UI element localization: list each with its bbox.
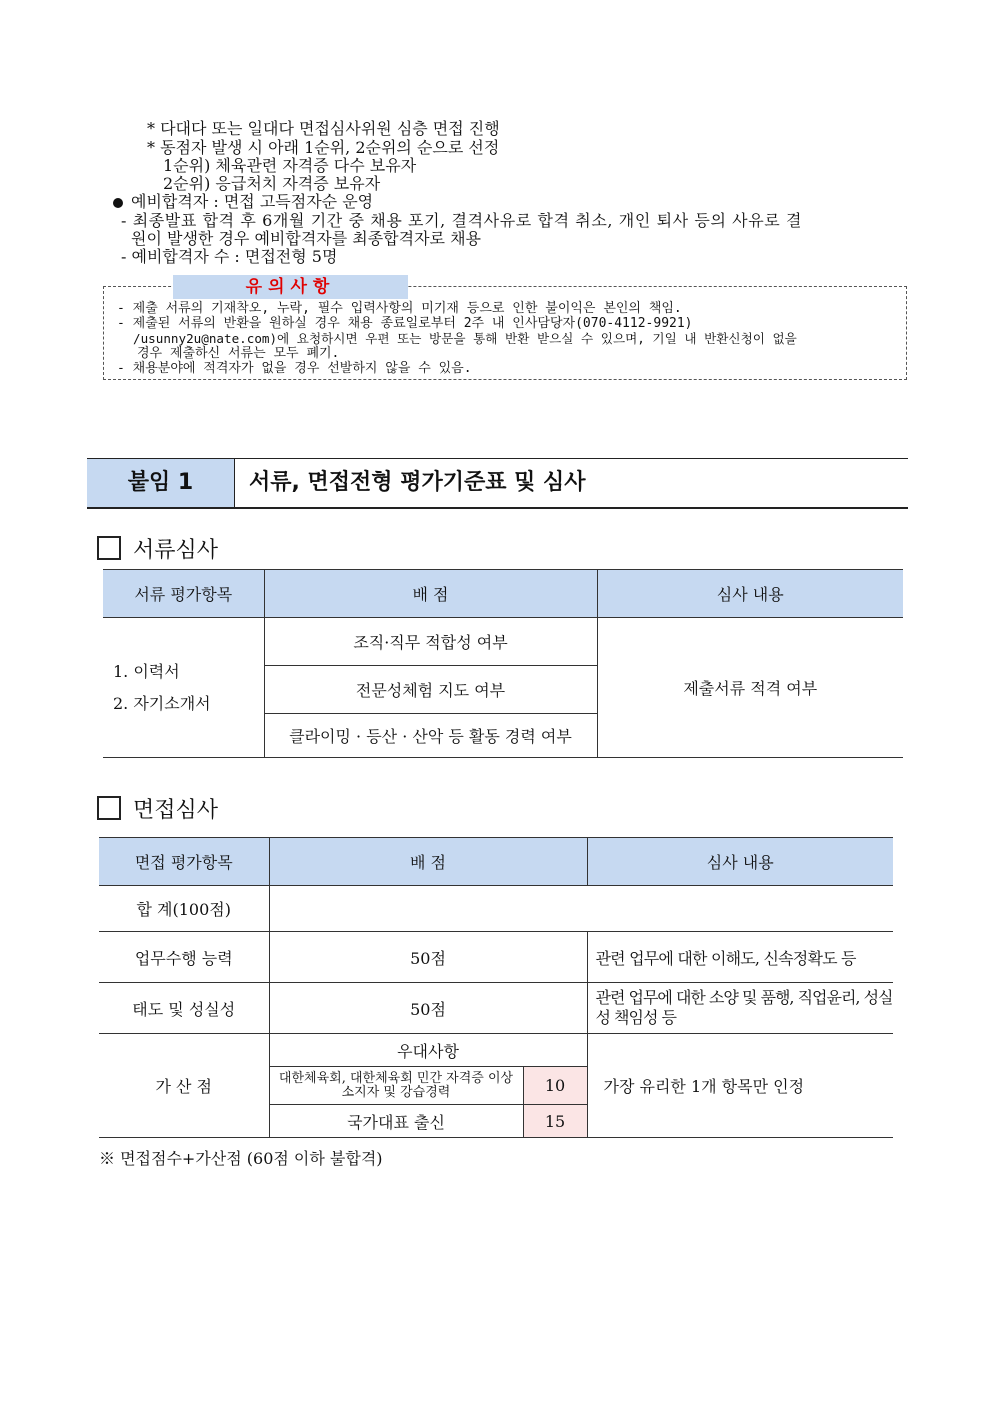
header-score: 배 점 <box>269 838 587 886</box>
header-content: 심사 내용 <box>587 838 893 886</box>
appendix-label: 붙임 1 <box>87 459 235 507</box>
notice-line-1: - 제출 서류의 기재착오, 누락, 필수 입력사항의 미기재 등으로 인한 불이익은 본인의 책임. <box>117 301 682 316</box>
bonus-entry-points: 10 <box>523 1067 587 1105</box>
header-score: 배 점 <box>264 570 597 618</box>
bullet-icon <box>113 198 123 208</box>
doc-content-cell: 제출서류 적격 여부 <box>597 618 903 758</box>
notice-line-4: 경우 제출하신 서류는 모두 폐기. <box>137 346 340 361</box>
note-line-1: * 다대다 또는 일대다 면접심사위원 심층 면접 진행 <box>147 119 500 138</box>
footnote: ※ 면접점수+가산점 (60점 이하 불합격) <box>99 1149 383 1168</box>
row-content: 관련 업무에 대한 이해도, 신속정확도 등 <box>587 932 893 983</box>
bonus-content: 가장 유리한 1개 항목만 인정 <box>587 1034 893 1138</box>
reserve-heading <box>113 193 373 211</box>
checkbox-icon <box>97 536 121 560</box>
reserve-line-2: 원이 발생한 경우 예비합격자를 최종합격자로 채용 <box>131 229 482 248</box>
doc-review-table <box>103 569 903 758</box>
doc-item-1: 1. 이력서 <box>113 661 180 681</box>
bonus-header: 우대사항 <box>269 1034 587 1067</box>
doc-items-cell <box>103 618 264 758</box>
interview-title <box>97 796 218 825</box>
reserve-line-1: - 최종발표 합격 후 6개월 기간 중 채용 포기, 결격사유로 합격 취소, 개인 퇴사 등의 사유로 결 <box>121 211 803 230</box>
priority-2-line: 2순위) 응급처치 자격증 보유자 <box>163 174 381 193</box>
notice-line-3: /usunny2u@nate.com)에 요청하시면 우편 또는 방문을 통해 반환 받으실 수 있으며, 기일 내 반환신청이 없을 <box>133 331 797 346</box>
criteria-3: 클라이밍 · 등산 · 산악 등 활동 경력 여부 <box>264 714 597 758</box>
bonus-entry-label: 국가대표 출신 <box>269 1105 523 1138</box>
row-score: 50점 <box>269 983 587 1034</box>
row-item: 업무수행 능력 <box>99 932 269 983</box>
bonus-item: 가 산 점 <box>99 1034 269 1138</box>
doc-review-title-text: 서류심사 <box>133 538 219 563</box>
priority-1-line: 1순위) 체육관련 자격증 다수 보유자 <box>163 156 417 175</box>
appendix-header <box>87 458 908 509</box>
appendix-title: 서류, 면접전형 평가기준표 및 심사 <box>249 470 586 495</box>
header-item: 면접 평가항목 <box>99 838 269 886</box>
bonus-entry-label: 대한체육회, 대한체육회 민간 자격증 이상 소지자 및 강습경력 <box>269 1067 523 1105</box>
note-line-2: * 동점자 발생 시 아래 1순위, 2순위의 순으로 선정 <box>147 138 500 157</box>
doc-item-2: 2. 자기소개서 <box>113 693 211 713</box>
row-score: 50점 <box>269 932 587 983</box>
header-item: 서류 평가항목 <box>103 570 264 618</box>
criteria-2: 전문성체험 지도 여부 <box>264 666 597 714</box>
row-content: 관련 업무에 대한 소양 및 품행, 직업윤리, 성실성 책임성 등 <box>587 983 893 1034</box>
header-content: 심사 내용 <box>597 570 903 618</box>
reserve-line-3: - 예비합격자 수 : 면접전형 5명 <box>121 247 338 266</box>
notice-line-2: - 제출된 서류의 반환을 원하실 경우 채용 종료일로부터 2주 내 인사담당자(070-4112-9921) <box>117 316 693 331</box>
criteria-1: 조직·직무 적합성 여부 <box>264 618 597 666</box>
notice-title: 유의사항 <box>173 275 408 299</box>
notice-line-5: - 채용분야에 적격자가 없을 경우 선발하지 않을 수 있음. <box>117 361 472 376</box>
checkbox-icon <box>97 796 121 820</box>
interview-table <box>99 837 893 1138</box>
total-label: 합 계(100점) <box>99 886 269 932</box>
doc-review-title <box>97 536 218 565</box>
reserve-heading-text: 예비합격자 : 면접 고득점자순 운영 <box>131 192 374 211</box>
row-item: 태도 및 성실성 <box>99 983 269 1034</box>
interview-title-text: 면접심사 <box>133 798 219 823</box>
total-empty <box>269 886 893 932</box>
bonus-entry-points: 15 <box>523 1105 587 1138</box>
